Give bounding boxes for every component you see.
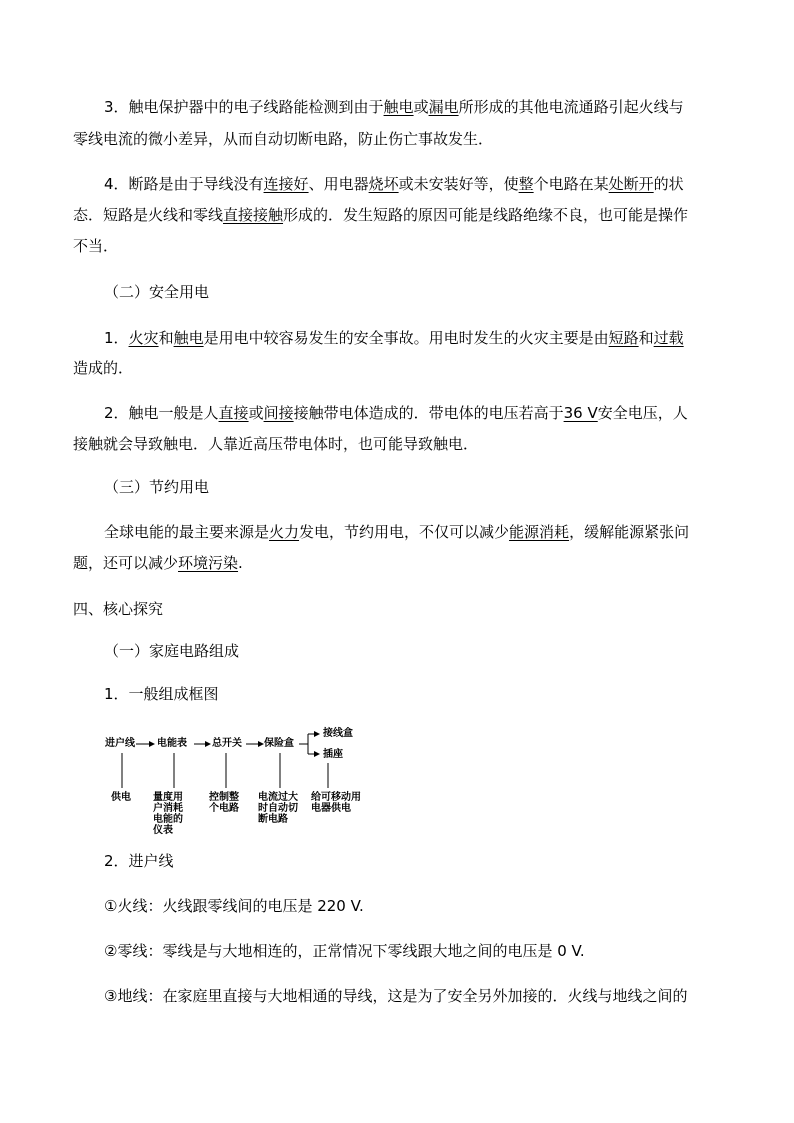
text: 和 bbox=[158, 329, 174, 347]
blank-answer: 间接 bbox=[263, 404, 294, 422]
blank-answer: 火灾 bbox=[128, 329, 159, 347]
text: . bbox=[238, 554, 243, 572]
para-4-line-3 bbox=[73, 236, 118, 256]
text: 2．触电一般是人 bbox=[104, 404, 219, 422]
node-service-line: 进户线 bbox=[105, 738, 135, 749]
para-3-line-2 bbox=[73, 129, 493, 149]
safe-1-line-1 bbox=[104, 328, 684, 348]
node-main-switch: 总开关 bbox=[212, 738, 242, 749]
text: 、用电器 bbox=[308, 175, 369, 193]
node-junction-box: 接线盒 bbox=[323, 728, 353, 739]
text: 的状 bbox=[653, 175, 684, 193]
para-3-line-1 bbox=[104, 97, 684, 117]
live-wire-text: ①火线：火线跟零线间的电压是 220 V. bbox=[104, 897, 364, 915]
ground-wire-text: ③地线：在家庭里直接与大地相通的导线，这是为了安全另外加接的．火线与地线之间的 bbox=[104, 987, 688, 1005]
para-4-line-2 bbox=[73, 205, 688, 225]
text: 发电，节约用电，不仅可以减少 bbox=[299, 523, 510, 541]
text: 接触就会导致触电．人靠近高压带电体时，也可能导致触电． bbox=[73, 435, 479, 453]
blank-answer: 漏电 bbox=[428, 98, 459, 116]
node-socket: 插座 bbox=[323, 749, 343, 760]
blank-answer: 过载 bbox=[653, 329, 684, 347]
text: 1． bbox=[104, 329, 129, 347]
text: 不当． bbox=[73, 237, 119, 255]
text: 造成的． bbox=[73, 359, 134, 377]
blank-answer: 触电 bbox=[173, 329, 204, 347]
para-4-line-1 bbox=[104, 174, 684, 194]
blank-answer: 连接好 bbox=[263, 175, 309, 193]
heading-block-diagram: 1．一般组成框图 bbox=[104, 685, 219, 703]
text: 3．触电保护器中的电子线路能检测到由于 bbox=[104, 98, 384, 116]
text: 是用电中较容易发生的安全事故。用电时发生的火灾主要是由 bbox=[203, 329, 609, 347]
blank-answer: 整 bbox=[518, 175, 534, 193]
blank-answer: 能源消耗 bbox=[509, 523, 570, 541]
heading-safe-electricity: （二）安全用电 bbox=[104, 283, 210, 301]
neutral-wire-text: ②零线：零线是与大地相连的，正常情况下零线跟大地之间的电压是 0 V. bbox=[104, 942, 585, 960]
text: 态．短路是火线和零线 bbox=[73, 206, 224, 224]
text: 安全电压，人 bbox=[597, 404, 688, 422]
heading-core-inquiry: 四、核心探究 bbox=[73, 600, 164, 618]
text: 4．断路是由于导线没有 bbox=[104, 175, 264, 193]
safe-1-line-2 bbox=[73, 358, 133, 378]
node-fuse-box: 保险盒 bbox=[264, 738, 294, 749]
blank-answer: 处断开 bbox=[608, 175, 654, 193]
text: 或 bbox=[248, 404, 264, 422]
text: 或未安装好等，使 bbox=[398, 175, 519, 193]
blank-answer: 烧坏 bbox=[368, 175, 399, 193]
blank-answer: 触电 bbox=[383, 98, 414, 116]
home-circuit-block-diagram bbox=[96, 722, 386, 836]
heading-home-circuit: （一）家庭电路组成 bbox=[104, 642, 240, 660]
desc-switch: 控制整个电路 bbox=[209, 792, 239, 814]
save-line-2 bbox=[73, 553, 243, 573]
text: 形成的．发生短路的原因可能是线路绝缘不良，也可能是操作 bbox=[283, 206, 689, 224]
blank-answer: 短路 bbox=[608, 329, 639, 347]
text: 全球电能的最主要来源是 bbox=[104, 523, 270, 541]
heading-save-electricity: （三）节约用电 bbox=[104, 478, 210, 496]
blank-answer: 环境污染 bbox=[178, 554, 239, 572]
blank-answer: 36 V bbox=[563, 404, 598, 422]
text: 或 bbox=[413, 98, 429, 116]
text: 所形成的其他电流通路引起火线与 bbox=[458, 98, 684, 116]
desc-socket: 给可移动用电器供电 bbox=[311, 792, 361, 814]
blank-answer: 直接 bbox=[218, 404, 249, 422]
safe-2-line-2 bbox=[73, 434, 478, 454]
blank-answer: 直接接触 bbox=[223, 206, 284, 224]
desc-meter: 量度用户消耗电能的仪表 bbox=[153, 792, 183, 836]
text: 个电路在某 bbox=[533, 175, 609, 193]
text: 接触带电体造成的．带电体的电压若高于 bbox=[293, 404, 564, 422]
node-meter: 电能表 bbox=[157, 738, 187, 749]
blank-answer: 火力 bbox=[269, 523, 300, 541]
text: 题，还可以减少 bbox=[73, 554, 179, 572]
text: 零线电流的微小差异，从而自动切断电路，防止伤亡事故发生． bbox=[73, 130, 494, 148]
text: ，缓解能源紧张问 bbox=[569, 523, 690, 541]
safe-2-line-1 bbox=[104, 403, 688, 423]
heading-service-lines: 2．进户线 bbox=[104, 852, 174, 870]
desc-power-supply: 供电 bbox=[111, 792, 131, 803]
desc-fuse: 电流过大时自动切断电路 bbox=[258, 792, 298, 825]
text: 和 bbox=[638, 329, 654, 347]
save-line-1 bbox=[104, 522, 689, 542]
